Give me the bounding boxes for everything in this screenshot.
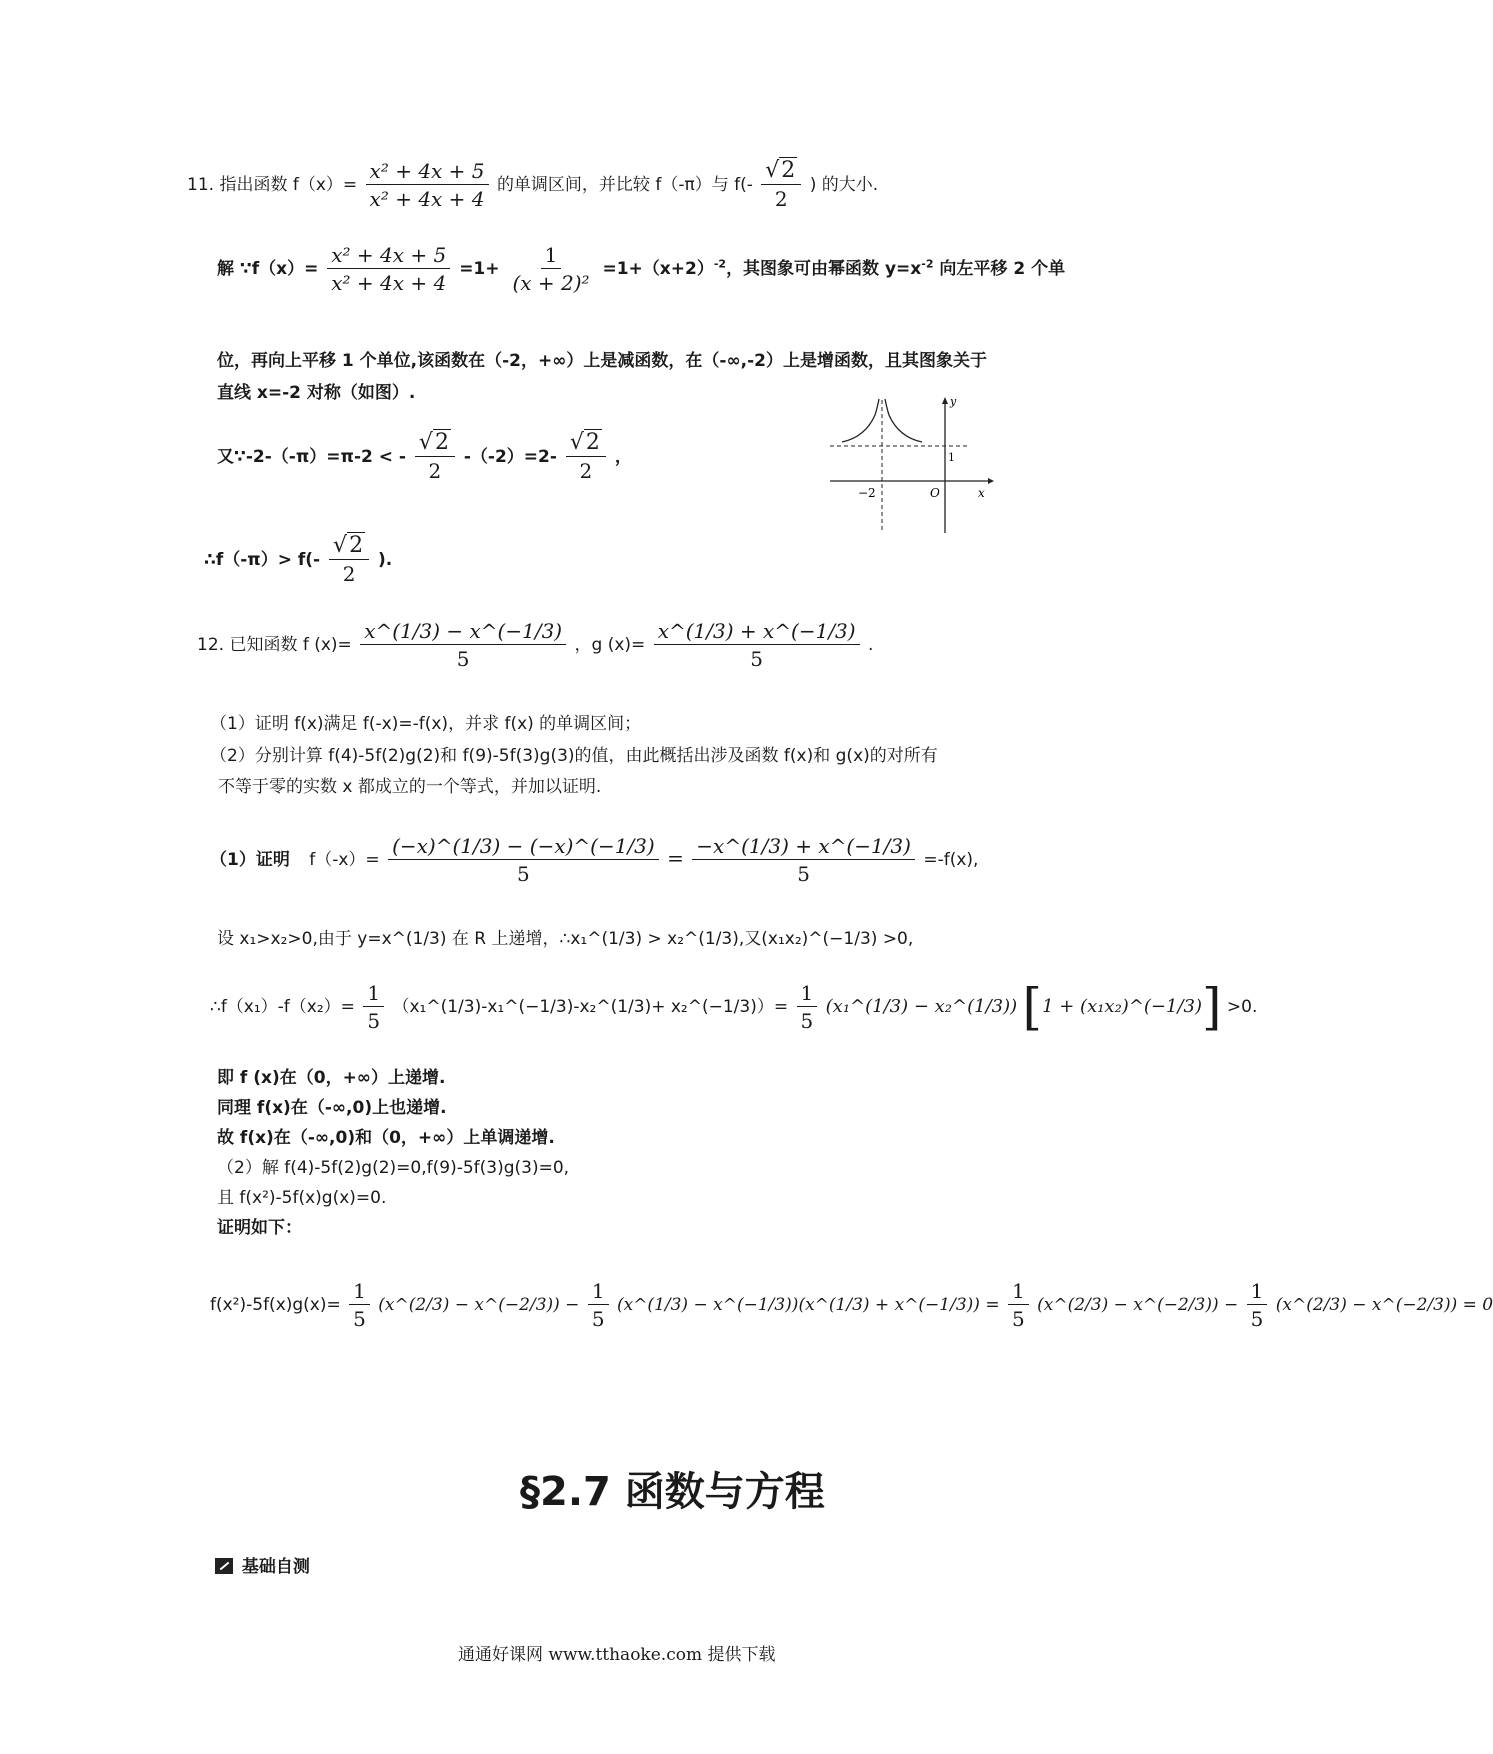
sol11-sup2: -2 <box>713 257 727 271</box>
sol12-proof-end: =-f(x), <box>923 850 979 870</box>
sol11-also-c: ， <box>614 447 632 467</box>
final-frac2 <box>588 1280 609 1330</box>
problem-11 <box>187 160 878 210</box>
sol11-numerator: x² + 4x + 5 <box>327 244 450 269</box>
final-one-2: 1 <box>588 1280 609 1305</box>
p11-sqrt: 2 <box>781 158 796 183</box>
sol11-fraction2 <box>508 244 593 294</box>
p12-f-den: 5 <box>456 647 470 671</box>
final-b: (x^(1/3) − x^(−1/3))(x^(1/3) + x^(−1/3)) = <box>616 1295 1000 1315</box>
sol12-diff-frac1 <box>363 982 384 1032</box>
final-den-4: 5 <box>1250 1307 1264 1331</box>
final-frac4 <box>1247 1280 1268 1330</box>
final-d: (x^(2/3) − x^(−2/3)) = 0 <box>1275 1295 1493 1315</box>
p12-f-frac <box>360 620 566 670</box>
p11-mid: 的单调区间，并比较 f（-π）与 f(- <box>496 175 753 195</box>
sol11-also-frac2: $\frac{√2}{2}$ <box>566 432 606 482</box>
p11-end: ) 的大小. <box>809 175 879 195</box>
sol11-conc-b: ). <box>378 550 393 570</box>
sol11-sqrt-b: 2 <box>585 430 600 455</box>
p12-f-numerator: x^(1/3) − x^(−1/3) <box>360 620 566 645</box>
sol12-diff-b: （x₁^(1/3)-x₁^(−1/3)-x₂^(1/3)+ x₂^(−1/3)）= <box>392 997 789 1017</box>
sol12-proof-frac2 <box>692 835 915 885</box>
tick-1: 1 <box>948 451 955 464</box>
sol12-diff-d: 1 + (x₁x₂)^(−1/3) <box>1042 996 1202 1017</box>
sol11-fraction <box>327 244 450 294</box>
p12-g-frac <box>654 620 860 670</box>
final-frac1 <box>349 1280 370 1330</box>
tick-minus-2: −2 <box>858 486 876 500</box>
final-den-1: 5 <box>353 1307 366 1331</box>
x-label: x <box>978 486 985 500</box>
sol12-den-c: 5 <box>367 1009 381 1033</box>
p11-denominator: x² + 4x + 4 <box>369 187 485 211</box>
sol12-one-a: 1 <box>363 982 384 1007</box>
x-axis-arrow <box>988 478 994 484</box>
sol11-den-a: 2 <box>428 459 442 483</box>
p11-fraction <box>366 160 489 210</box>
sol12-final-label: f(x²)-5f(x)g(x)= <box>210 1295 341 1315</box>
sol11-sup3: -2 <box>921 257 934 271</box>
p12-q2b: 不等于零的实数 x 都成立的一个等式，并加以证明. <box>218 777 602 797</box>
sol12-num-b: −x^(1/3) + x^(−1/3) <box>692 835 915 860</box>
sol11-sqrt-a: 2 <box>434 430 449 455</box>
p12-q2: （2）分别计算 f(4)-5f(2)g(2)和 f(9)-5f(3)g(3)的值，由此概括出涉及函数 f(x)和 g(x)的对所有 <box>210 746 938 766</box>
sol11-eq2: =1+（x+2） <box>602 259 714 279</box>
sol11-num1: 1 <box>541 244 562 269</box>
p12-label: 12. 已知函数 f (x)= <box>197 635 352 655</box>
sol11-denominator: x² + 4x + 4 <box>331 271 447 295</box>
sol11-eq1: =1+ <box>459 259 500 279</box>
p11-numerator: x² + 4x + 5 <box>366 160 489 185</box>
sol11-also-a: 又∵-2-（-π）=π-2 < - <box>217 447 406 467</box>
p12-end: . <box>867 635 874 655</box>
sol12-r2: 同理 f(x)在（-∞,0)上也递增. <box>217 1098 447 1118</box>
sol12-r3: 故 f(x)在（-∞,0)和（0，+∞）上单调递增. <box>217 1128 555 1148</box>
p11-label: 11. 指出函数 f（x）= <box>187 175 358 195</box>
p11-den2: 2 <box>774 187 788 211</box>
page-footer: 通通好课网 www.tthaoke.com 提供下载 <box>458 1645 776 1665</box>
y-label: y <box>950 395 957 408</box>
final-den-2: 5 <box>591 1307 605 1331</box>
sol12-r1: 即 f (x)在（0，+∞）上递增. <box>217 1068 446 1088</box>
y-axis-arrow <box>942 397 948 404</box>
pencil-icon <box>215 1558 233 1574</box>
sol11-den-b: 2 <box>579 459 593 483</box>
sol12-r6: 证明如下： <box>217 1218 302 1238</box>
section-subheading <box>215 1556 310 1578</box>
final-one-3: 1 <box>1008 1280 1029 1305</box>
p12-g-numerator: x^(1/3) + x^(−1/3) <box>654 620 860 645</box>
problem-12 <box>197 620 873 670</box>
sol12-den-a: 5 <box>517 862 530 886</box>
p12-g-den: 5 <box>750 647 763 671</box>
sol12-proof-label: （1）证明 <box>210 850 290 870</box>
sol12-diff-frac2 <box>797 982 818 1032</box>
final-c: (x^(2/3) − x^(−2/3)) − <box>1037 1295 1239 1315</box>
sol12-diff: ∴f（x₁）-f（x₂）= $\frac{1}{5}$ （x₁^(1/3)-x₁^(−1/3)-x₂^(1/3)+ x₂^(−1/3)）= $\frac{1}{5}$ (x₁^(1/3) − x₂^(1/3)) [1 + (x₁x₂)^(−1/3)] >0. <box>210 978 1258 1036</box>
final-one-1: 1 <box>349 1280 370 1305</box>
sol12-proof-frac1 <box>388 835 659 885</box>
sol11-den-c: 2 <box>342 562 356 586</box>
sol12-let: 设 x₁>x₂>0,由于 y=x^(1/3) 在 R 上递增，∴x₁^(1/3) > x₂^(1/3),又(x₁x₂)^(−1/3) >0, <box>217 929 914 949</box>
function-graph <box>828 395 998 535</box>
final-frac3 <box>1008 1280 1029 1330</box>
sol11-den1: (x + 2)² <box>512 271 590 295</box>
sol11-conc-a: ∴f（-π）> f(- <box>204 550 321 570</box>
final-a: (x^(2/3) − x^(−2/3)) − <box>378 1295 580 1315</box>
sol12-proof: （1）证明 f（-x）= $\frac{(-x)\^{}(1/3) - (-x)\^{}(-1/3)}{5}$ = $\frac{-x\^{}(1/3) + x\^{}(-1/3)}{5}$ =-f(x), <box>210 834 979 886</box>
sol11-line1 <box>217 244 1065 294</box>
final-one-4: 1 <box>1247 1280 1268 1305</box>
curve-right <box>885 399 922 442</box>
sol12-final <box>210 1280 1493 1330</box>
sol12-diff-a: ∴f（x₁）-f（x₂）= <box>210 997 355 1017</box>
sol11-conclusion <box>204 535 392 585</box>
sol11-also-frac1: $\frac{√2}{2}$ <box>415 432 455 482</box>
final-den-3: 5 <box>1011 1307 1025 1331</box>
origin-label: O <box>930 486 940 500</box>
sol11-intro: 解 ∵f（x）= <box>217 259 319 279</box>
sol11-also <box>217 432 632 482</box>
sol12-r5: 且 f(x²)-5f(x)g(x)=0. <box>217 1188 387 1208</box>
sol11-sqrt-c: 2 <box>349 533 364 558</box>
p11-sqrt-fraction: $\frac{√2}{2}$ <box>761 160 801 210</box>
sol11-line2: 位，再向上平移 1 个单位,该函数在（-2，+∞）上是减函数，在（-∞,-2）上是增函数，且其图象关于 <box>217 351 987 371</box>
sol12-proof-a: f（-x）= <box>309 850 380 870</box>
sol12-den-d: 5 <box>800 1009 814 1033</box>
sol12-diff-e: >0. <box>1226 997 1258 1017</box>
sol11-rest2: 向左平移 2 个单 <box>933 259 1066 279</box>
p12-q1: （1）证明 f(x)满足 f(-x)=-f(x)，并求 f(x) 的单调区间； <box>210 714 642 734</box>
sol11-also-b: -（-2）=2- <box>463 447 557 467</box>
sol11-conc-frac: $\frac{√2}{2}$ <box>329 535 369 585</box>
sol12-one-b: 1 <box>797 982 818 1007</box>
sol12-r4: （2）解 f(4)-5f(2)g(2)=0,f(9)-5f(3)g(3)=0, <box>217 1158 570 1178</box>
sol12-den-b: 5 <box>797 862 810 886</box>
sol11-line3: 直线 x=-2 对称（如图）. <box>217 383 416 403</box>
p12-g-label: ，g (x)= <box>574 635 646 655</box>
sol11-rest: ，其图象可由幂函数 y=x <box>726 259 922 279</box>
section-sub-label: 基础自测 <box>241 1557 310 1577</box>
section-title: §2.7 函数与方程 <box>520 1469 825 1515</box>
sol12-num-a: (−x)^(1/3) − (−x)^(−1/3) <box>388 835 659 860</box>
sol12-diff-c: (x₁^(1/3) − x₂^(1/3)) <box>825 996 1018 1017</box>
curve-left <box>842 399 879 442</box>
